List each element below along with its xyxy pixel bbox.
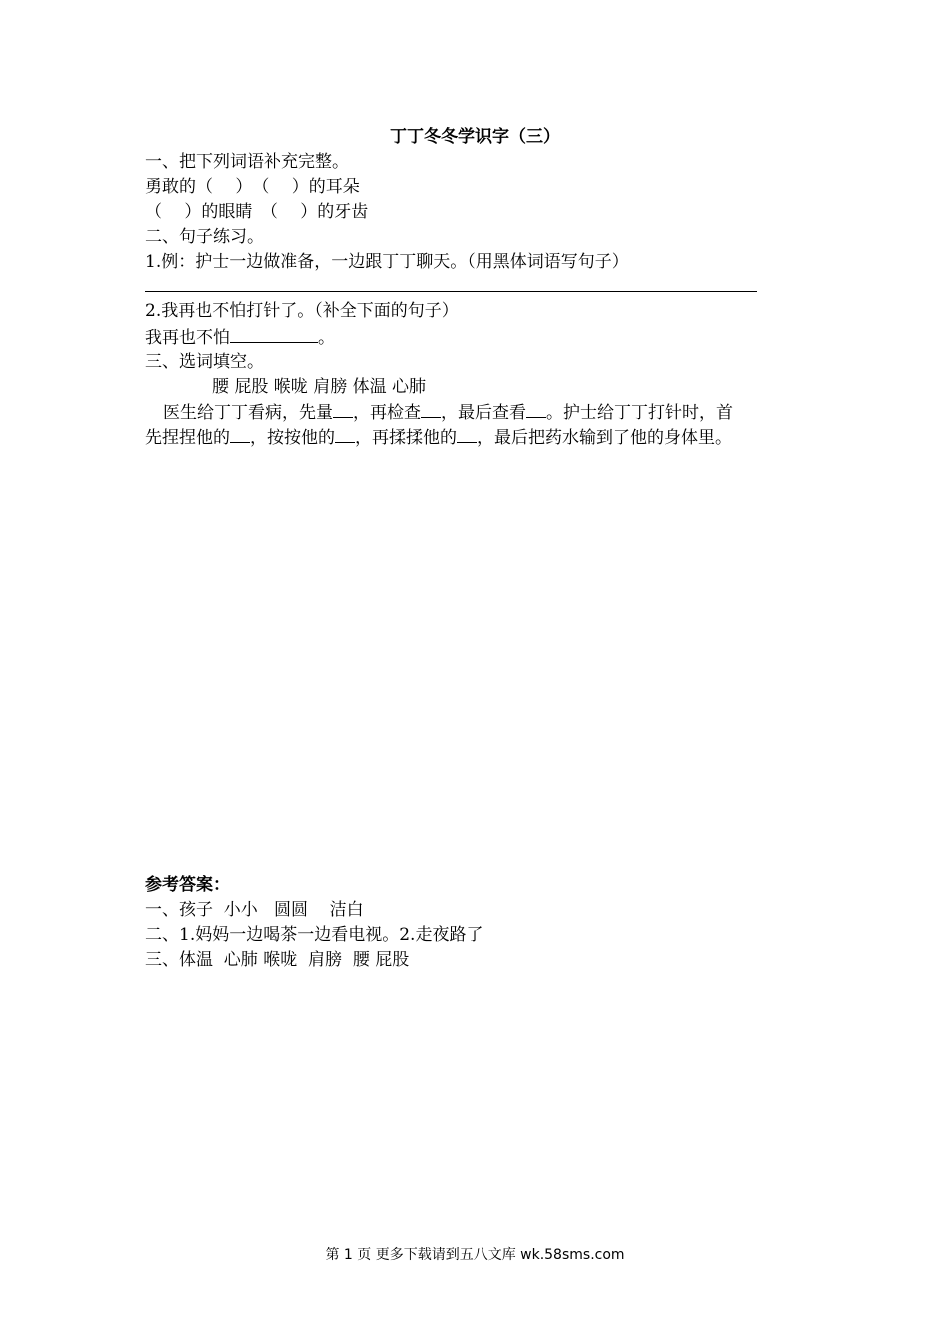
- section2-heading: 二、句子练习。: [145, 227, 264, 247]
- section2-question2: 2.我再也不怕打针了。（补全下面的句子）: [145, 301, 459, 321]
- answer-line-1: 一、孩子 小小 圆圆 洁白: [145, 900, 364, 920]
- section2-question1: 1.例：护士一边做准备，一边跟丁丁聊天。（用黑体词语写句子）: [145, 252, 629, 272]
- fill-blank: [421, 401, 441, 418]
- paragraph-text: ，再揉揉他的: [355, 428, 457, 448]
- paragraph-text: 先捏捏他的: [145, 428, 230, 448]
- answer-line-2: 二、1.妈妈一边喝茶一边看电视。2.走夜路了: [145, 925, 484, 945]
- paragraph-text: ，最后把药水输到了他的身体里。: [477, 428, 732, 448]
- section1-heading: 一、把下列词语补充完整。: [145, 152, 349, 172]
- fill-blank: [526, 401, 546, 418]
- fill-blank: [230, 426, 250, 443]
- fill-blank: [335, 426, 355, 443]
- answer-line-3: 三、体温 心肺 喉咙 肩膀 腰 屁股: [145, 950, 410, 970]
- fill-sentence-prefix: 我再也不怕: [145, 328, 230, 348]
- word-bank: 腰 屁股 喉咙 肩膀 体温 心肺: [212, 377, 427, 397]
- section3-heading: 三、选词填空。: [145, 352, 264, 372]
- section1-row1: 勇敢的（ ） （ ）的耳朵: [145, 177, 360, 197]
- section3-paragraph-line1: [163, 401, 733, 424]
- fill-blank: [230, 326, 318, 343]
- worksheet-title: 丁丁冬冬学识字（三）: [390, 127, 560, 147]
- paragraph-text: 医生给丁丁看病，先量: [163, 403, 333, 423]
- fill-sentence-suffix: 。: [318, 328, 335, 348]
- paragraph-text: 。护士给丁丁打针时，首: [546, 403, 733, 423]
- answer-line: [145, 291, 757, 292]
- answers-heading: 参考答案：: [145, 875, 230, 895]
- section2-fill-sentence: [145, 326, 335, 349]
- section3-paragraph-line2: [145, 426, 732, 449]
- section1-row2: （ ）的眼睛 （ ）的牙齿: [145, 202, 369, 222]
- fill-blank: [333, 401, 353, 418]
- page-footer: 第 1 页 更多下载请到五八文库 wk.58sms.com: [325, 1247, 625, 1263]
- paragraph-text: ，按按他的: [250, 428, 335, 448]
- paragraph-text: ，再检查: [353, 403, 421, 423]
- paragraph-text: ，最后查看: [441, 403, 526, 423]
- fill-blank: [457, 426, 477, 443]
